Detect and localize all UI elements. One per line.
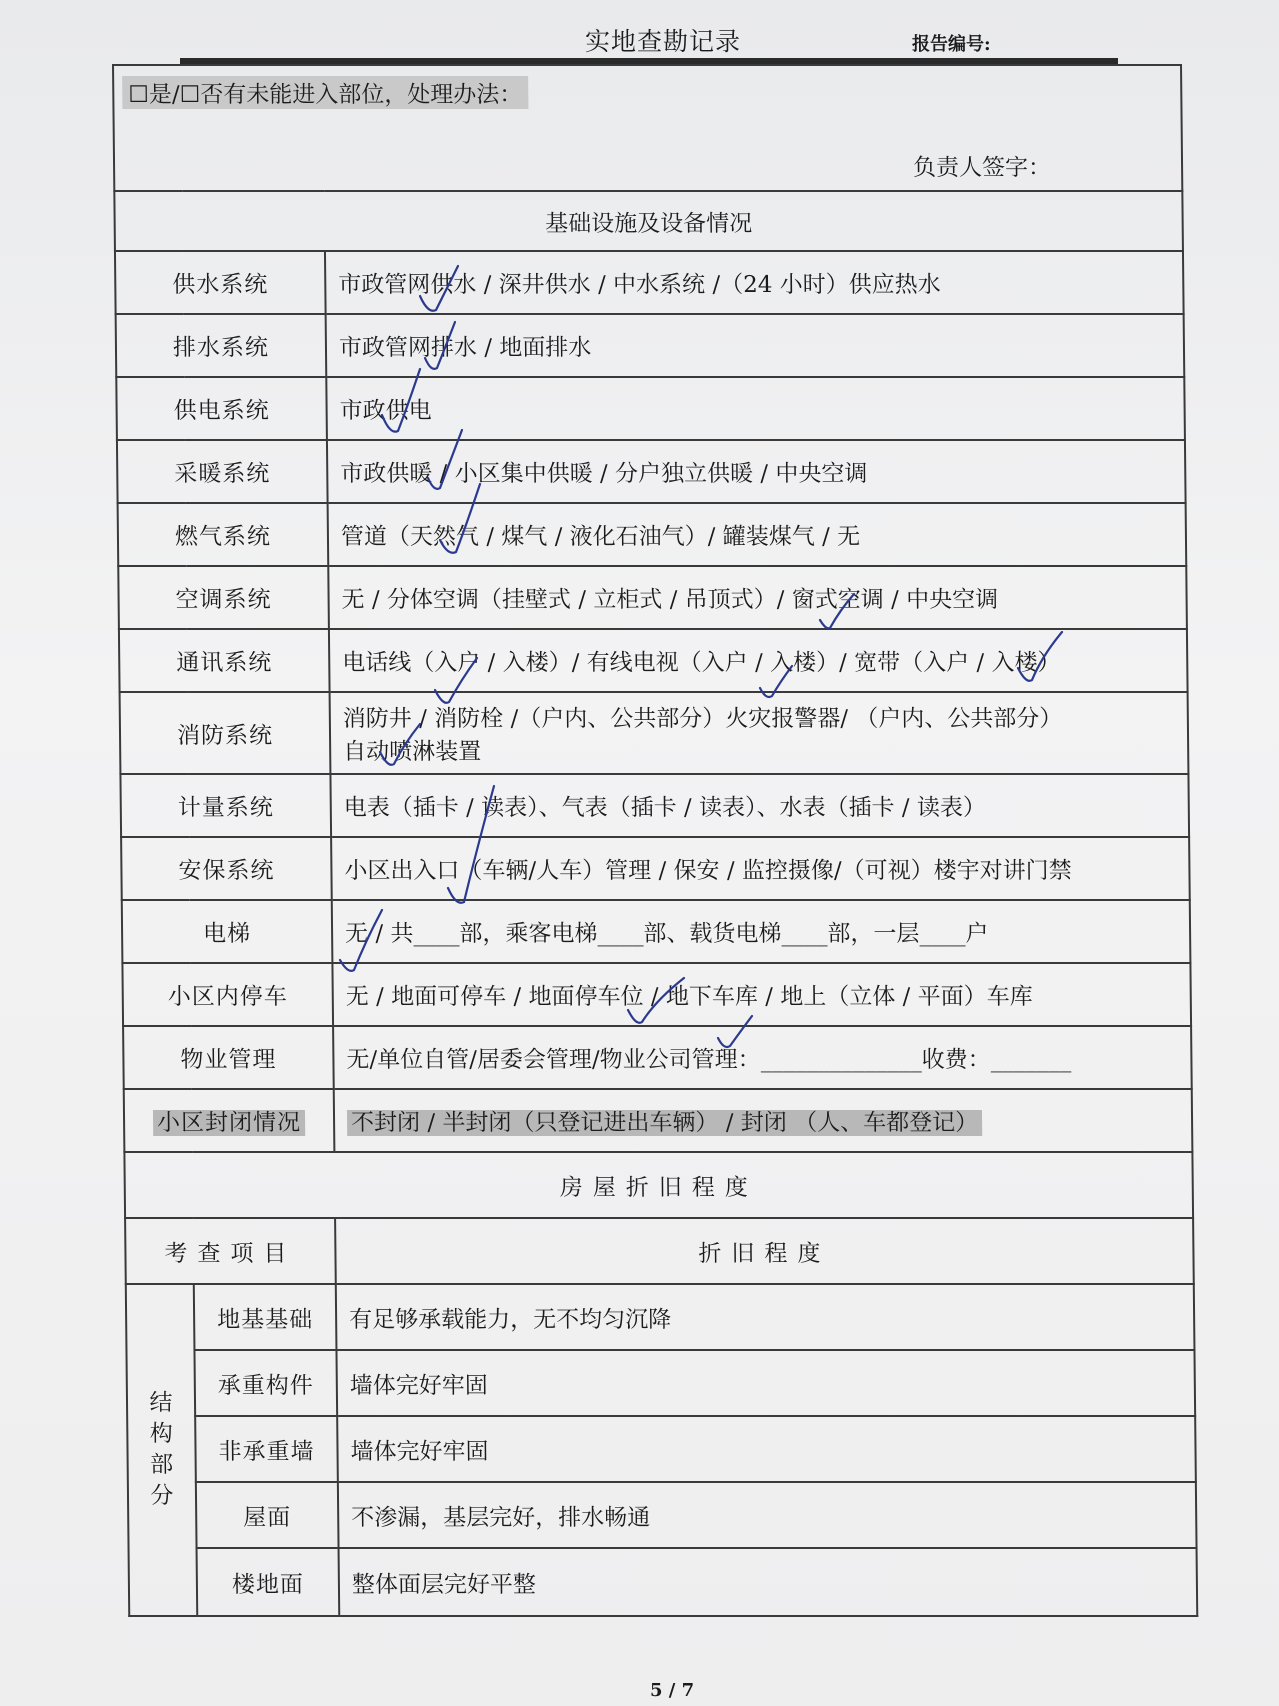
row-value: 市政供电 — [326, 377, 1185, 440]
row-label: 承重构件 — [194, 1350, 337, 1416]
page-number: 5 / 7 — [650, 1680, 695, 1701]
row-label: 排水系统 — [116, 314, 327, 377]
row-value: 市政管网排水 / 地面排水 — [326, 314, 1185, 377]
row-label: 地基基础 — [194, 1284, 337, 1350]
row-label: 电梯 — [122, 900, 333, 963]
row-value: 管道（天然气 / 煤气 / 液化石油气）/ 罐装煤气 / 无 — [328, 503, 1187, 566]
row-value: 无/单位自管/居委会管理/物业公司管理：______________收费：_______ — [333, 1026, 1192, 1089]
survey-form-table — [112, 64, 1198, 1617]
row-value — [334, 1089, 1193, 1152]
row-label: 供电系统 — [116, 377, 327, 440]
row-value: 市政管网供水 / 深井供水 / 中水系统 /（24 小时）供应热水 — [325, 251, 1184, 314]
highlighted-label: 小区封闭情况 — [153, 1110, 305, 1136]
row-value: 小区出入口（车辆/人车）管理 / 保安 / 监控摄像/（可视）楼宇对讲门禁 — [331, 837, 1190, 900]
row-label: 燃气系统 — [118, 503, 329, 566]
row-value-line-1: 消防井 / 消防栓 /（户内、公共部分）火灾报警器/ （户内、公共部分） — [342, 706, 1063, 732]
row-label: 通讯系统 — [119, 629, 330, 692]
report-number-label: 报告编号: — [912, 34, 991, 55]
row-value: 无 / 地面可停车 / 地面停车位 / 地下车库 / 地上（立体 / 平面）车库 — [332, 963, 1191, 1026]
highlighted-value: 不封闭 / 半封闭（只登记进出车辆） / 封闭 （人、车都登记） — [347, 1110, 982, 1136]
row-label: 空调系统 — [118, 566, 329, 629]
row-label: 采暖系统 — [117, 440, 328, 503]
document-title: 实地查勘记录 — [585, 27, 742, 56]
structure-group-label — [126, 1284, 197, 1616]
row-label: 安保系统 — [121, 837, 332, 900]
row-value: 不渗漏，基层完好，排水畅通 — [338, 1482, 1197, 1548]
row-label: 小区内停车 — [122, 963, 333, 1026]
col-header-item: 考查项目 — [125, 1218, 336, 1284]
row-value: 电表（插卡 / 读表）、气表（插卡 / 读表）、水表（插卡 / 读表） — [330, 774, 1189, 837]
row-value: 电话线（入户 / 入楼）/ 有线电视（入户 / 入楼）/ 宽带（入户 / 入楼） — [329, 629, 1188, 692]
signature-label: 负责人签字： — [912, 155, 1052, 181]
row-label: 供水系统 — [115, 251, 326, 314]
row-label: 计量系统 — [120, 774, 331, 837]
depreciation-section-title: 房屋折旧程度 — [124, 1152, 1193, 1218]
row-value — [330, 692, 1189, 774]
row-label — [124, 1089, 335, 1152]
access-note: ☐是/☐否有未能进入部位，处理办法： — [122, 76, 528, 109]
row-value: 墙体完好牢固 — [336, 1350, 1195, 1416]
access-note-cell — [113, 65, 1182, 191]
row-label: 非承重墙 — [195, 1416, 338, 1482]
structure-group-text: 结构部分 — [149, 1389, 174, 1510]
row-value-line-2: 自动喷淋装置 — [343, 739, 482, 765]
row-label: 楼地面 — [197, 1548, 340, 1616]
col-header-degree: 折旧程度 — [335, 1218, 1194, 1284]
row-value: 市政供暖 / 小区集中供暖 / 分户独立供暖 / 中央空调 — [327, 440, 1186, 503]
row-label: 物业管理 — [123, 1026, 334, 1089]
row-value: 无 / 分体空调（挂壁式 / 立柜式 / 吊顶式）/ 窗式空调 / 中央空调 — [328, 566, 1187, 629]
row-label: 消防系统 — [120, 692, 331, 774]
facilities-section-title: 基础设施及设备情况 — [114, 191, 1183, 251]
row-value: 有足够承载能力，无不均匀沉降 — [336, 1284, 1195, 1350]
row-value: 无 / 共____部，乘客电梯____部、载货电梯____部，一层____户 — [332, 900, 1191, 963]
row-label: 屋面 — [196, 1482, 339, 1548]
row-value: 墙体完好牢固 — [337, 1416, 1196, 1482]
row-value: 整体面层完好平整 — [339, 1548, 1198, 1616]
